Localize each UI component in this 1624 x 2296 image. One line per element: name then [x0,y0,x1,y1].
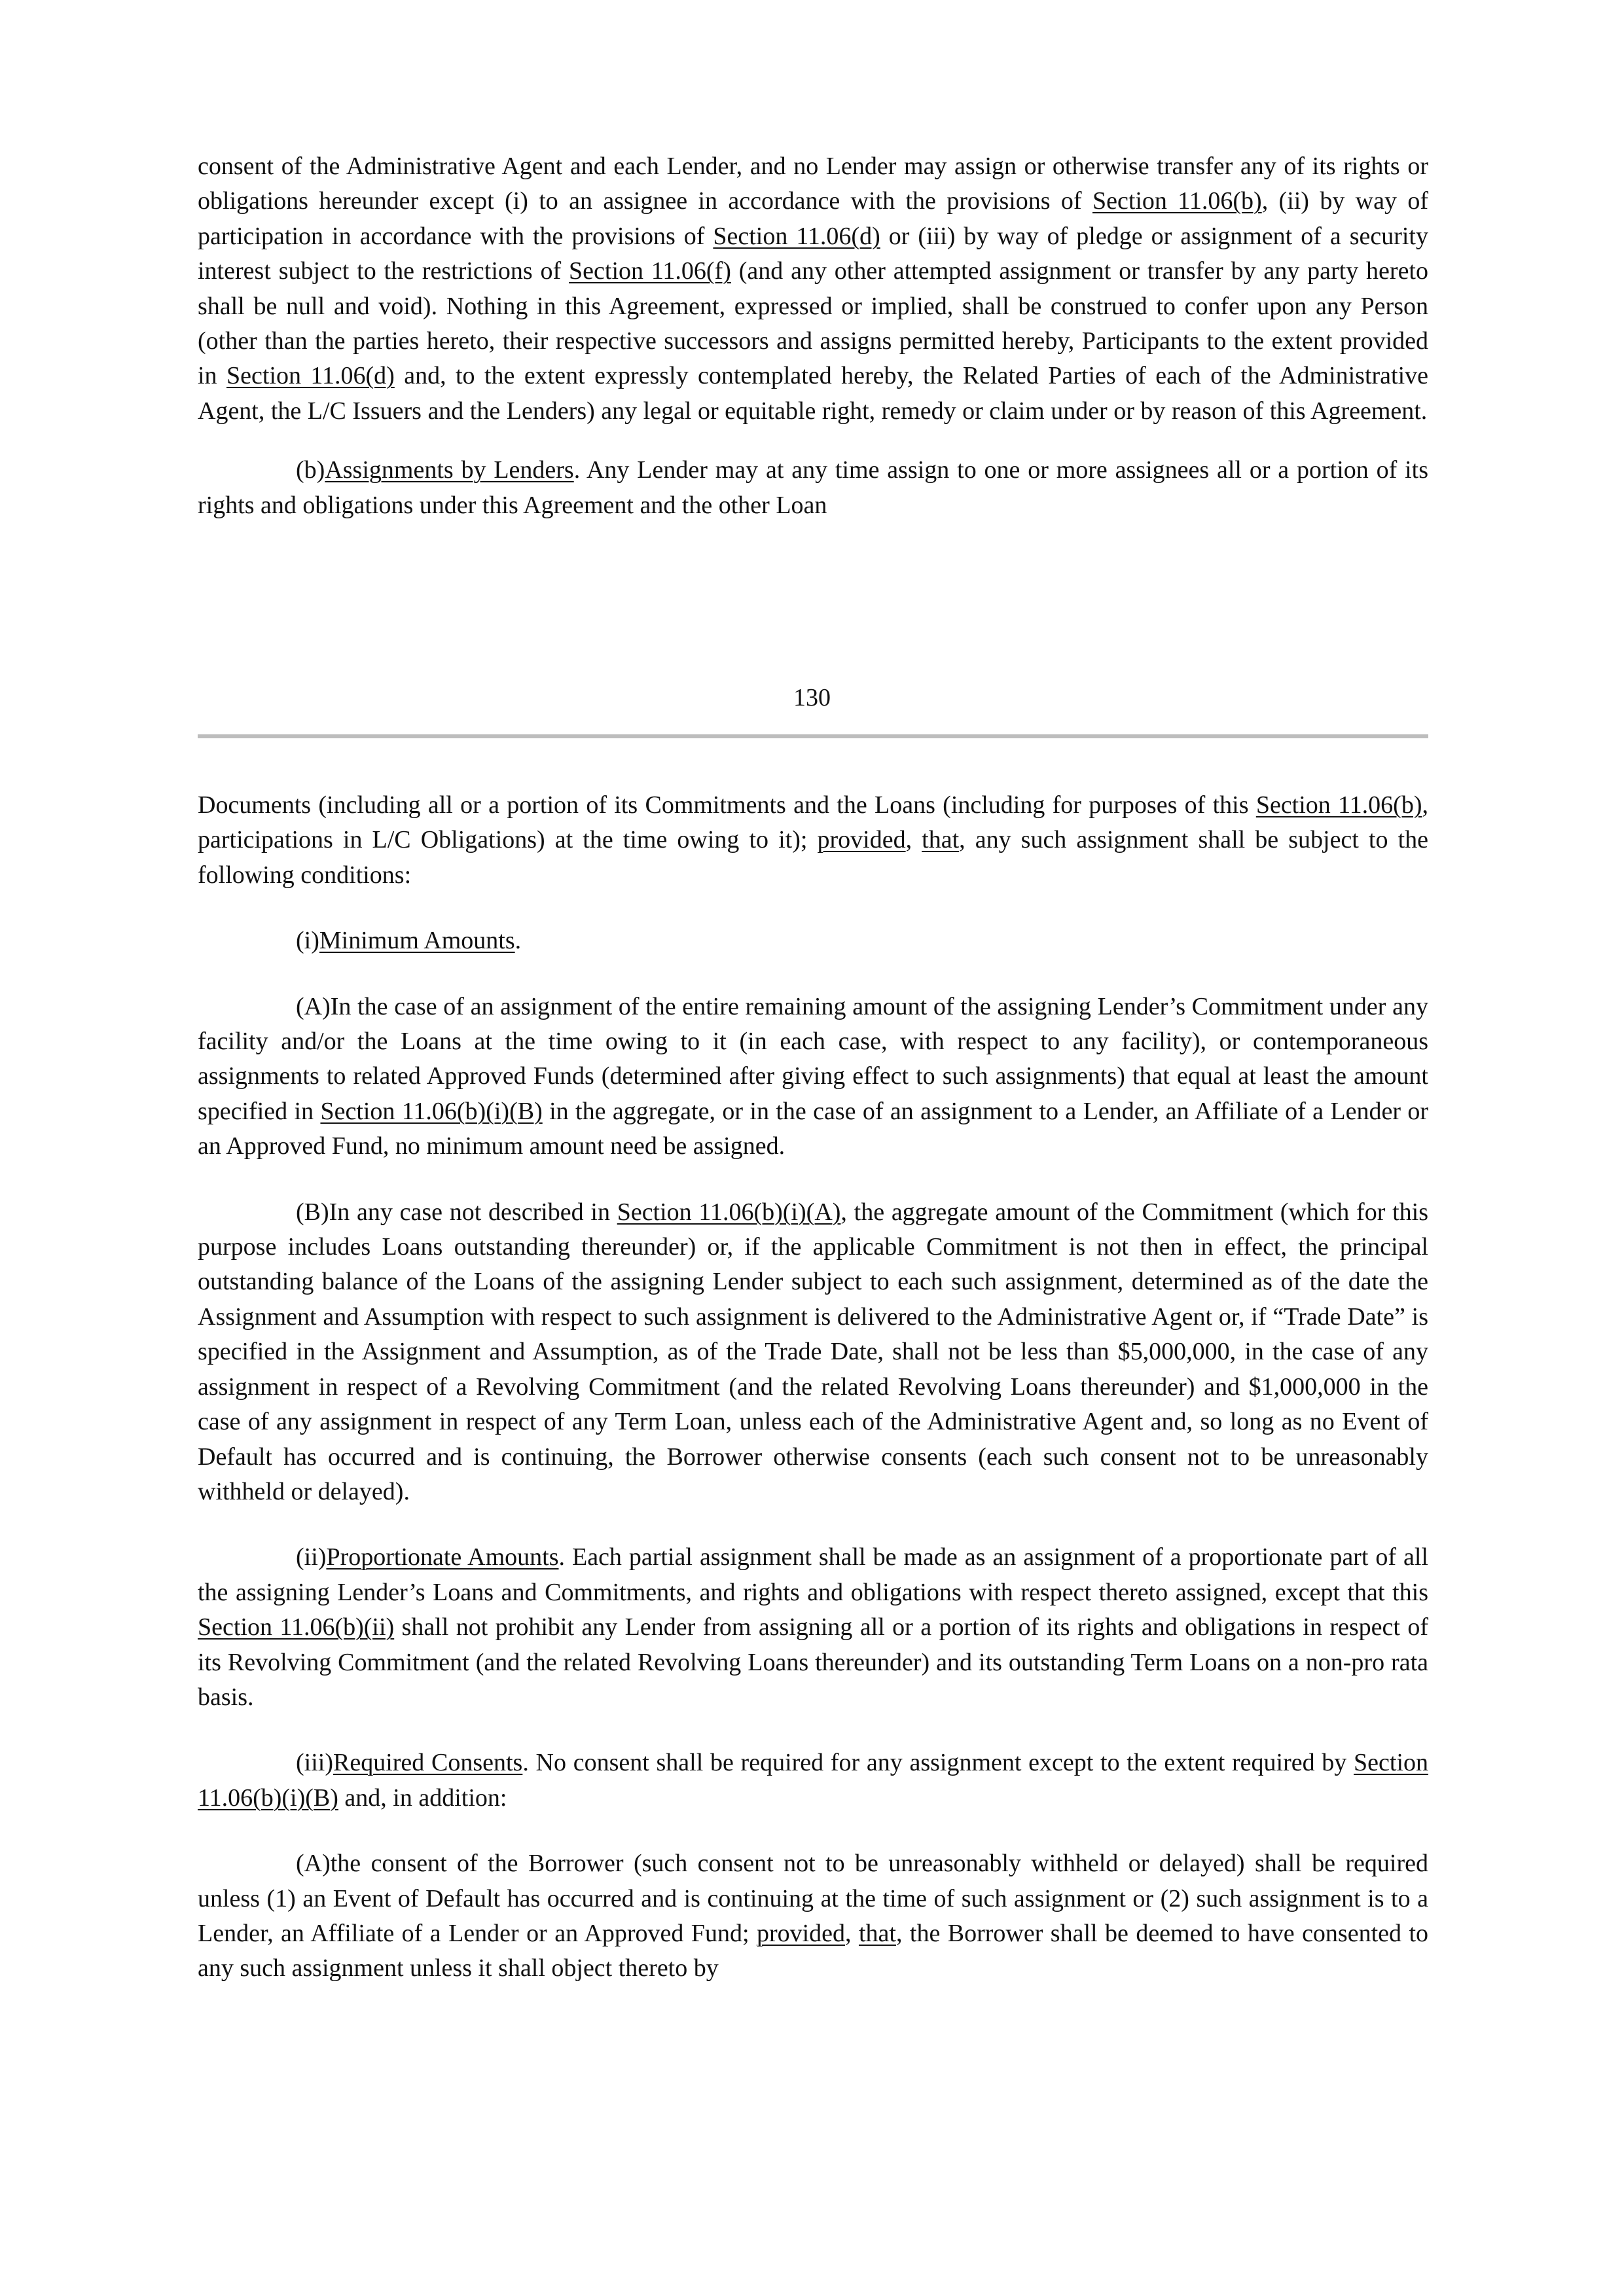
text-run: . No consent shall be required for any assignment except to the extent required by [522,1749,1354,1777]
text-run: , the Borrower shall be deemed to have consented to any such assignment unless it shall object thereto by [198,1919,1429,1982]
term-provided: provided [756,1919,846,1947]
section-reference: Section 11.06(d) [226,362,395,390]
section-reference: Section 11.06(b) [1092,187,1262,215]
paragraph-clause-a [198,990,1428,1164]
clause-number: (i) [296,927,319,955]
text-run: , [845,1919,859,1947]
paragraph-continuation [198,788,1428,893]
text-run: . Each partial assignment shall be made as an assignment of a proportionate part of all the assigning Lender’s Loans and Commitments, and rights and obligations with respect thereto assigned, except that this [198,1543,1428,1606]
page-number: 130 [793,684,831,711]
text-run: , (ii) by way of participation in accordance with the provisions of [198,187,1428,250]
text-run: (and any other attempted assignment or transfer by any party hereto shall be null and void). Nothing in this Agreement, expressed or implied, shall be construed to confer upon any Person (other than the parties hereto, their respective successors and assigns permitted hereby, Participants to the extent provided in [198,257,1428,390]
bottom-page [198,788,1428,1986]
term-that: that [922,826,960,854]
clause-heading: Minimum Amounts [319,927,515,955]
text-run: , participations in L/C Obligations) at the time owing to it); [198,791,1428,854]
top-page [198,149,1428,523]
paragraph-required-consents [198,1746,1428,1816]
text-run: Documents (including all or a portion of its Commitments and the Loans (including for purposes of this [198,791,1256,819]
text-run: and, to the extent expressly contemplated hereby, the Related Parties of each of the Administrative Agent, the L/C Issuers and the Lenders) any legal or equitable right, remedy or claim under or by reason of this Agreement. [198,362,1429,425]
clause-number: (iii) [296,1749,333,1777]
text-run: . Any Lender may at any time assign to one or more assignees all or a portion of its rights and obligations under this Agreement and the other Loan [198,456,1429,519]
page-divider [198,734,1428,738]
text-run: and, in addition: [338,1784,507,1812]
term-that: that [858,1919,896,1947]
text-run: , any such assignment shall be subject to the following conditions: [198,826,1428,889]
paragraph-borrower-consent [198,1846,1428,1986]
clause-heading: Proportionate Amounts [326,1543,559,1571]
clause-heading: Required Consents [333,1749,523,1777]
paragraph-assignments-by-lenders [198,453,1428,523]
section-reference: Section 11.06(f) [569,257,731,285]
text-run: , the aggregate amount of the Commitment (which for this purpose includes Loans outstanding thereunder) or, if the applicable Commitment is not then in effect, the principal outstanding balance of the Loans of the assigning Lender subject to each such assignment, determined as of the date the Assignment and Assumption with respect to such assignment is delivered to the Administrative Agent or, if “Trade Date” is specified in the Assignment and Assumption, as of the Trade Date, shall not be less than $5,000,000, in the case of any assignment in respect of a Revolving Commitment (and the related Revolving Loans thereunder) and $1,000,000 in the case of any assignment in respect of any Term Loan, unless each of the Administrative Agent and, so long as no Event of Default has occurred and is continuing, the Borrower otherwise consents (each such consent not to be unreasonably withheld or delayed). [198,1198,1428,1505]
paragraph-minimum-amounts [198,924,1428,958]
text-run: shall not prohibit any Lender from assigning all or a portion of its rights and obligations in respect of its Revolving Commitment (and the related Revolving Loans thereunder) and its outstanding Term Loans on a non-pro rata basis. [198,1613,1428,1711]
text-run: , [905,826,922,854]
clause-heading: Assignments by Lenders [325,456,574,484]
text-run: consent of the Administrative Agent and each Lender, and no Lender may assign or otherwise transfer any of its rights or obligations hereunder except (i) to an assignee in accordance with the provisions of [198,152,1428,215]
clause-number: (ii) [296,1543,327,1571]
paragraph-proportionate-amounts [198,1540,1428,1715]
text-run: . [514,927,522,955]
text-run: (A)the consent of the Borrower (such consent not to be unreasonably withheld or delayed) shall be required unless (1) an Event of Default has occurred and is continuing at the time of such assignment or (2) such assignment is to a Lender, an Affiliate of a Lender or an Approved Fund; [198,1850,1428,1947]
clause-number: (b) [296,456,325,484]
text-run: (A)In the case of an assignment of the entire remaining amount of the assigning Lender’s Commitment under any facility and/or the Loans at the time owing to it (in each case, with respect to any facility), or contemporaneous assignments to related Approved Funds (determined after giving effect to such assignments) that equal at least the amount specified in [198,992,1428,1125]
section-reference: Section 11.06(d) [713,222,880,250]
section-reference: Section 11.06(b)(i)(B) [198,1749,1429,1812]
section-reference: Section 11.06(b)(i)(A) [617,1198,841,1226]
text-run: (B)In any case not described in [296,1198,617,1226]
section-reference: Section 11.06(b)(i)(B) [320,1097,543,1125]
section-reference: Section 11.06(b)(ii) [198,1613,395,1641]
text-run: or (iii) by way of pledge or assignment of a security interest subject to the restrictions of [198,222,1428,285]
term-provided: provided [817,826,906,854]
paragraph-continuation [198,149,1428,429]
paragraph-clause-b [198,1195,1428,1510]
section-reference: Section 11.06(b) [1255,791,1422,819]
text-run: in the aggregate, or in the case of an assignment to a Lender, an Affiliate of a Lender or an Approved Fund, no minimum amount need be assigned. [198,1097,1428,1160]
